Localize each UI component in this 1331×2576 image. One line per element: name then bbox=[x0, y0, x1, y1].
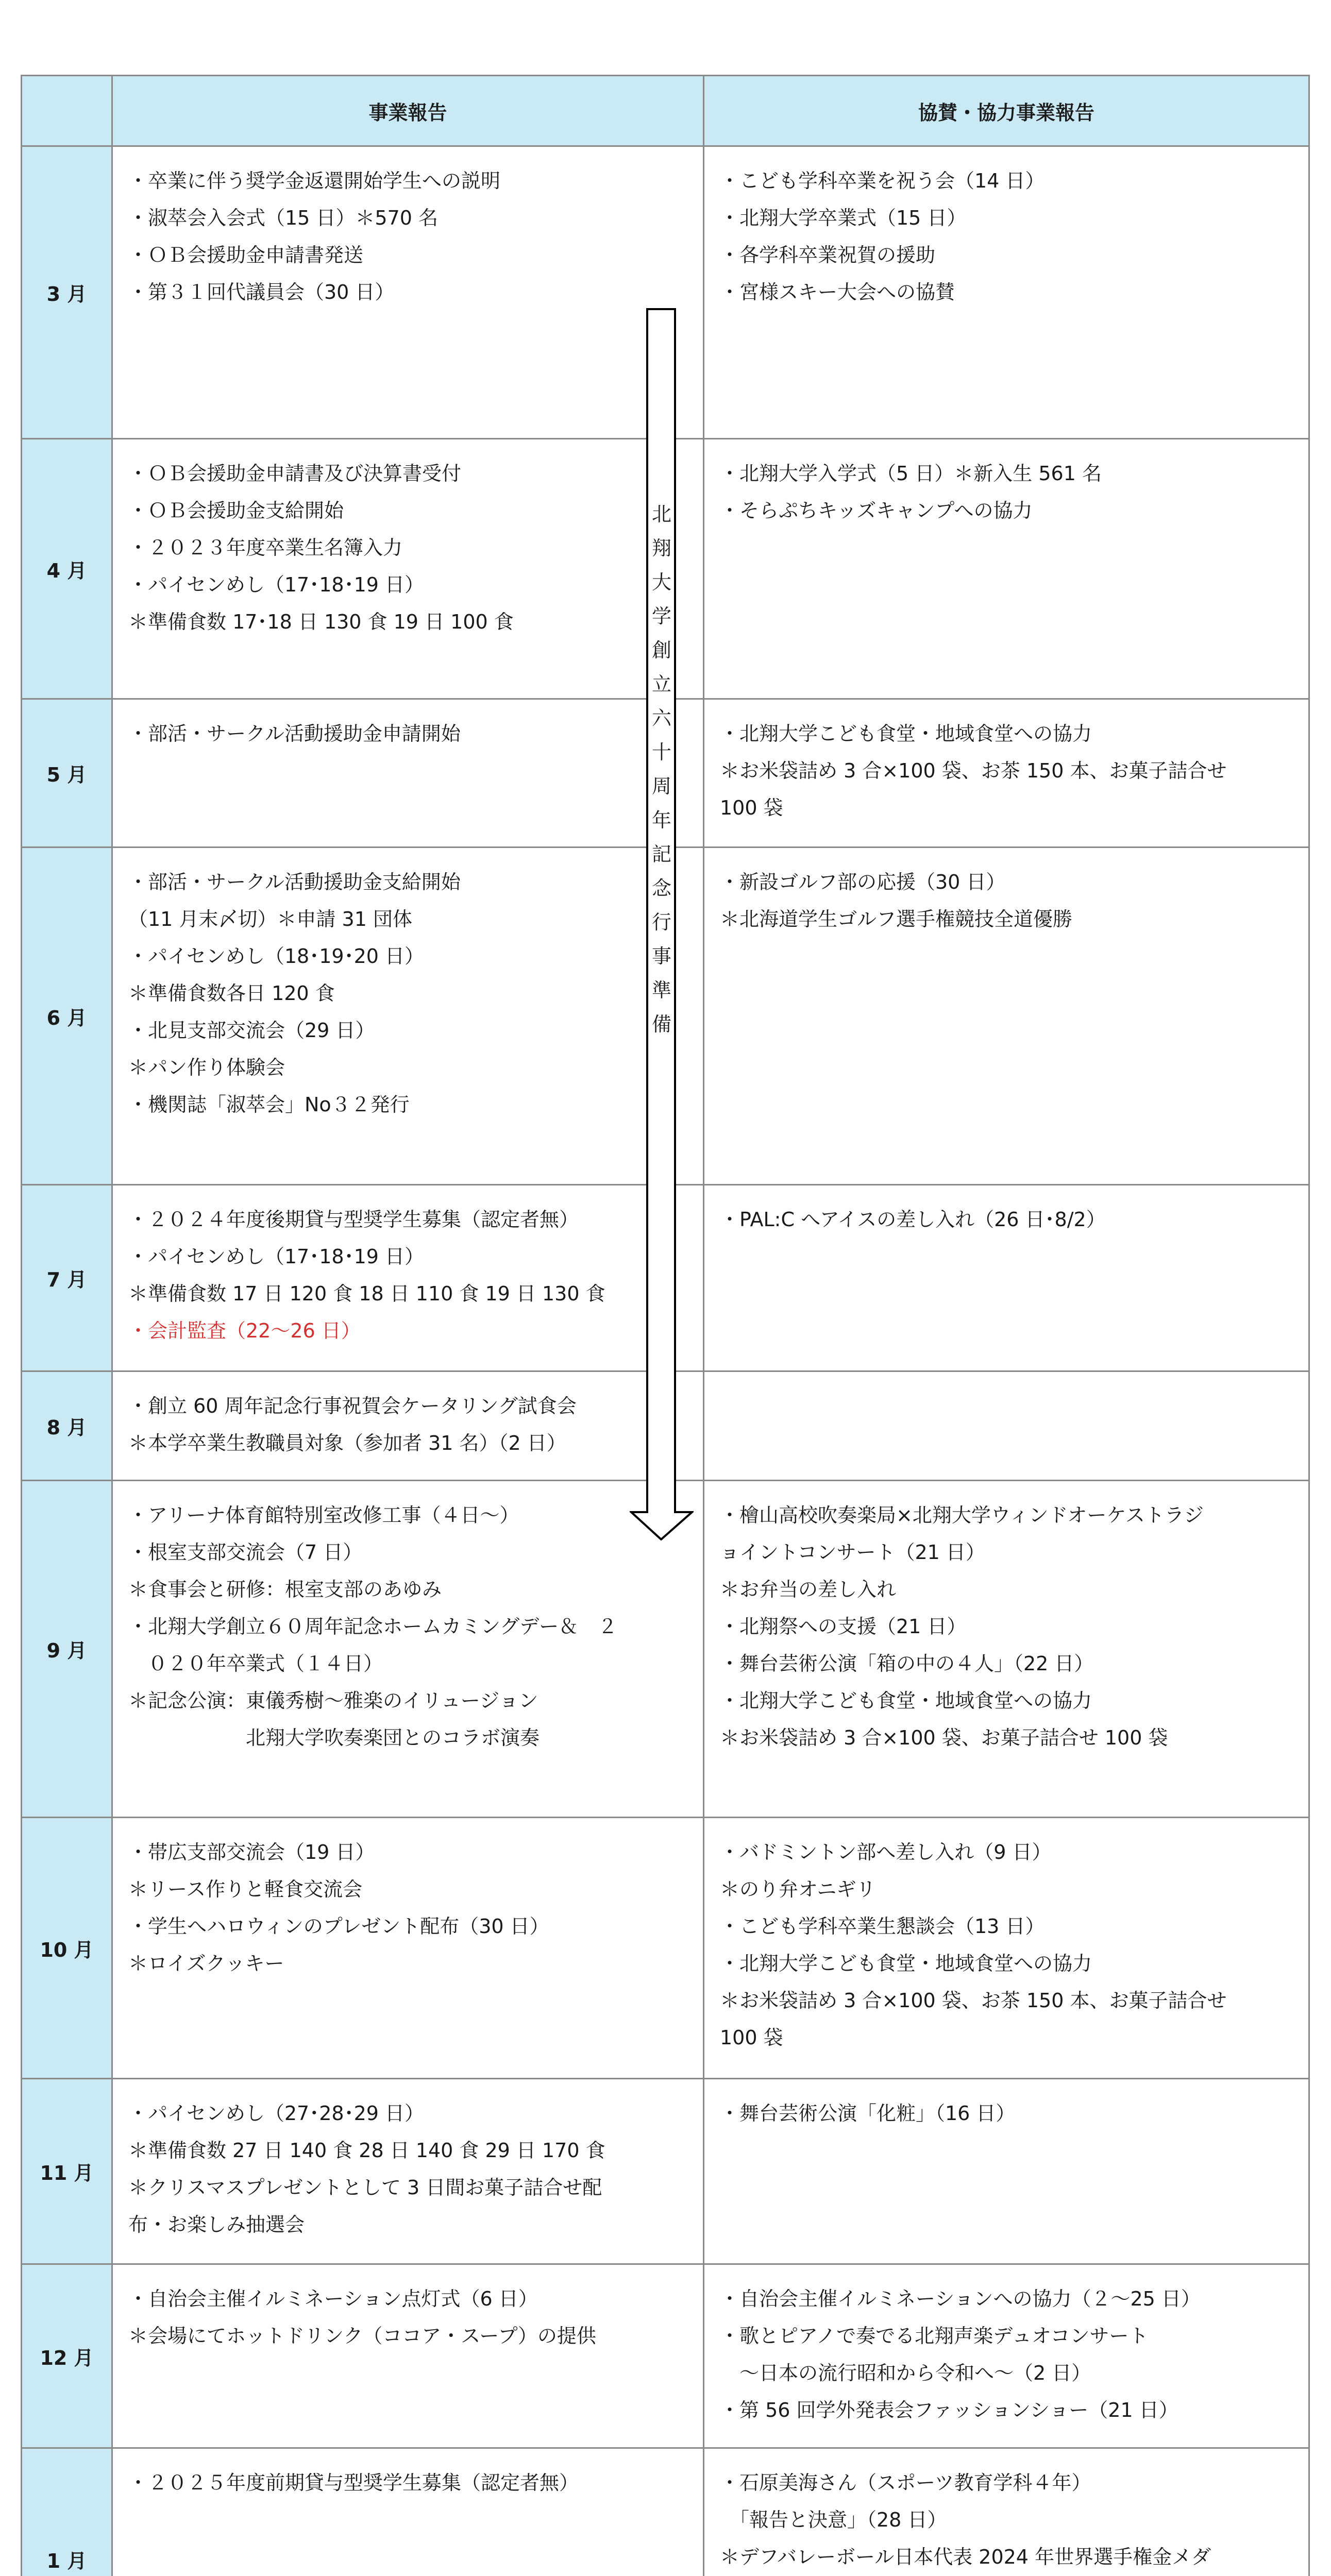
report-item: ＊ロイズクッキー bbox=[128, 1952, 284, 1975]
report-item: ・卒業に伴う奨学金返還開始学生への説明 bbox=[128, 170, 501, 192]
anniversary-preparation-label: 北 翔 大 学 創 立 六 十 周 年 記 念 行 事 準 備 bbox=[651, 503, 671, 1036]
report-item: ＊本学卒業生教職員対象（参加者 31 名）（2 日） bbox=[128, 1432, 566, 1454]
report-item: ＊準備食数 17 日 120 食 18 日 110 食 19 日 130 食 bbox=[128, 1282, 605, 1305]
report-item: ・北翔祭への支援（21 日） bbox=[720, 1615, 967, 1638]
report-item: ・ＯＢ会援助金支給開始 bbox=[128, 499, 344, 522]
report-item: ＊お米袋詰め 3 合×100 袋、お菓子詰合せ 100 袋 bbox=[720, 1726, 1168, 1749]
report-item: ＊記念公演：東儀秀樹〜雅楽のイリュージョン bbox=[128, 1689, 538, 1712]
business-report-cell bbox=[112, 2079, 704, 2264]
report-item: 100 袋 bbox=[720, 796, 783, 819]
report-item: ・第 56 回学外発表会ファッションショー（21 日） bbox=[720, 2399, 1178, 2421]
report-item: ・パイセンめし（17･18･19 日） bbox=[128, 573, 425, 596]
sponsorship-report-cell bbox=[704, 848, 1309, 1185]
report-item: ・北翔大学入学式（5 日）＊新入生 561 名 bbox=[720, 462, 1102, 485]
report-item: ・部活・サークル活動援助金支給開始 bbox=[128, 871, 461, 893]
report-item: 布・お楽しみ抽選会 bbox=[128, 2213, 305, 2236]
business-report-cell bbox=[112, 1818, 704, 2079]
report-item: ・北翔大学創立６０周年記念ホームカミングデー＆ ２ bbox=[128, 1615, 618, 1638]
month-label: 3 月 bbox=[22, 146, 112, 439]
report-item: ＊お米袋詰め 3 合×100 袋、お茶 150 本、お菓子詰合せ bbox=[720, 759, 1227, 782]
report-item: ＊お米袋詰め 3 合×100 袋、お茶 150 本、お菓子詰合せ bbox=[720, 1989, 1227, 2012]
report-item: ・アリーナ体育館特別室改修工事（４日〜） bbox=[128, 1504, 519, 1527]
report-item: ・自治会主催イルミネーション点灯式（6 日） bbox=[128, 2287, 538, 2310]
report-item: ・帯広支部交流会（19 日） bbox=[128, 1841, 375, 1863]
report-item: ・２０２４年度後期貸与型奨学生募集（認定者無） bbox=[128, 1208, 579, 1231]
business-report-cell bbox=[112, 1481, 704, 1818]
report-item: ・バドミントン部へ差し入れ（9 日） bbox=[720, 1841, 1052, 1863]
table-row bbox=[22, 1818, 1309, 2079]
month-label: 4 月 bbox=[22, 439, 112, 699]
report-item: 100 袋 bbox=[720, 2026, 783, 2049]
report-item: ・２０２３年度卒業生名簿入力 bbox=[128, 536, 403, 559]
report-item: ＊リース作りと軽食交流会 bbox=[128, 1878, 363, 1901]
month-label: 8 月 bbox=[22, 1371, 112, 1481]
report-item: ・淑萃会入会式（15 日）＊570 名 bbox=[128, 207, 439, 229]
report-item: ョイントコンサート（21 日） bbox=[720, 1541, 985, 1564]
report-item: ・檜山高校吹奏楽局×北翔大学ウィンドオーケストラジ bbox=[720, 1504, 1204, 1527]
report-item: （11 月末〆切）＊申請 31 団体 bbox=[128, 908, 412, 930]
header-business-report: 事業報告 bbox=[112, 76, 704, 146]
report-item: ＊クリスマスプレゼントとして 3 日間お菓子詰合せ配 bbox=[128, 2176, 602, 2199]
month-label: 5 月 bbox=[22, 699, 112, 848]
sponsorship-report-cell bbox=[704, 1371, 1309, 1481]
month-label: 10 月 bbox=[22, 1818, 112, 2079]
table-row bbox=[22, 2264, 1309, 2448]
report-item: ・舞台芸術公演「化粧」（16 日） bbox=[720, 2102, 1016, 2125]
report-item: ・宮様スキー大会への協賛 bbox=[720, 281, 955, 303]
report-item: 〜日本の流行昭和から令和へ〜（2 日） bbox=[720, 2362, 1091, 2384]
report-item: ・石原美海さん（スポーツ教育学科４年） bbox=[720, 2471, 1091, 2494]
report-item: ・会計監査（22〜26 日） bbox=[128, 1319, 361, 1342]
report-item: ・創立 60 周年記念行事祝賀会ケータリング試食会 bbox=[128, 1395, 577, 1417]
month-label: 12 月 bbox=[22, 2264, 112, 2448]
month-label: 9 月 bbox=[22, 1481, 112, 1818]
report-item: ・２０２５年度前期貸与型奨学生募集（認定者無） bbox=[128, 2471, 579, 2494]
sponsorship-report-cell bbox=[704, 699, 1309, 848]
report-item: ・根室支部交流会（7 日） bbox=[128, 1541, 363, 1564]
month-label: 11 月 bbox=[22, 2079, 112, 2264]
report-item: ＊準備食数各日 120 食 bbox=[128, 982, 335, 1005]
sponsorship-report-cell bbox=[704, 2264, 1309, 2448]
report-item: ・パイセンめし（27･28･29 日） bbox=[128, 2102, 425, 2125]
sponsorship-report-cell bbox=[704, 1818, 1309, 2079]
report-item: ・北見支部交流会（29 日） bbox=[128, 1019, 375, 1042]
report-item: ・自治会主催イルミネーションへの協力（２〜25 日） bbox=[720, 2287, 1201, 2310]
report-item: ・部活・サークル活動援助金申請開始 bbox=[128, 722, 461, 745]
sponsorship-report-cell bbox=[704, 1185, 1309, 1371]
report-item: ０２０年卒業式（１４日） bbox=[128, 1652, 383, 1675]
report-item: ・北翔大学こども食堂・地域食堂への協力 bbox=[720, 1952, 1092, 1975]
sponsorship-report-cell bbox=[704, 2448, 1309, 2576]
report-item: ・こども学科卒業生懇談会（13 日） bbox=[720, 1915, 1045, 1938]
report-item: ・第３１回代議員会（30 日） bbox=[128, 281, 395, 303]
business-report-cell bbox=[112, 2448, 704, 2576]
report-item: ＊パン作り体験会 bbox=[128, 1056, 285, 1079]
report-item: ・各学科卒業祝賀の援助 bbox=[720, 244, 936, 266]
table-row bbox=[22, 2079, 1309, 2264]
month-label: 6 月 bbox=[22, 848, 112, 1185]
sponsorship-report-cell bbox=[704, 2079, 1309, 2264]
business-report-cell bbox=[112, 439, 704, 699]
report-item: ・北翔大学卒業式（15 日） bbox=[720, 207, 967, 229]
report-item: ＊準備食数 27 日 140 食 28 日 140 食 29 日 170 食 bbox=[128, 2139, 605, 2162]
report-item: ＊お弁当の差し入れ bbox=[720, 1578, 897, 1601]
sponsorship-report-cell bbox=[704, 1481, 1309, 1818]
header-corner bbox=[22, 76, 112, 146]
business-report-cell bbox=[112, 848, 704, 1185]
sponsorship-report-cell bbox=[704, 439, 1309, 699]
business-report-cell bbox=[112, 2264, 704, 2448]
report-item: ・ＯＢ会援助金申請書及び決算書受付 bbox=[128, 462, 462, 485]
report-item: ＊のり弁オニギリ bbox=[720, 1878, 876, 1901]
sponsorship-report-cell bbox=[704, 146, 1309, 439]
report-item: ・そらぷちキッズキャンプへの協力 bbox=[720, 499, 1033, 522]
report-item: ＊デフバレーボール日本代表 2024 年世界選手権金メダ bbox=[720, 2546, 1211, 2568]
month-label: 7 月 bbox=[22, 1185, 112, 1371]
business-report-cell bbox=[112, 146, 704, 439]
report-item: ・舞台芸術公演「箱の中の４人」（22 日） bbox=[720, 1652, 1094, 1675]
report-item: ・新設ゴルフ部の応援（30 日） bbox=[720, 871, 1006, 893]
report-item: ・PAL:C へアイスの差し入れ（26 日･8/2） bbox=[720, 1208, 1106, 1231]
report-item: ＊準備食数 17･18 日 130 食 19 日 100 食 bbox=[128, 611, 514, 633]
header-sponsorship-report: 協賛・協力事業報告 bbox=[704, 76, 1309, 146]
report-item: ・こども学科卒業を祝う会（14 日） bbox=[720, 170, 1045, 192]
report-item: ・北翔大学こども食堂・地域食堂への協力 bbox=[720, 722, 1092, 745]
report-item: ・歌とピアノで奏でる北翔声楽デュオコンサート bbox=[720, 2325, 1149, 2347]
report-item: ・機関誌「淑萃会」No３２発行 bbox=[128, 1093, 410, 1116]
report-item: 北翔大学吹奏楽団とのコラボ演奏 bbox=[128, 1726, 540, 1749]
month-label: 1 月 bbox=[22, 2448, 112, 2576]
business-report-cell bbox=[112, 699, 704, 848]
report-item: ・パイセンめし（17･18･19 日） bbox=[128, 1245, 425, 1268]
report-item: 「報告と決意」（28 日） bbox=[720, 2509, 947, 2531]
report-item: ＊会場にてホットドリンク（ココア・スープ）の提供 bbox=[128, 2325, 596, 2347]
report-item: ・ＯＢ会援助金申請書発送 bbox=[128, 244, 364, 266]
report-item: ・学生へハロウィンのプレゼント配布（30 日） bbox=[128, 1915, 549, 1938]
report-item: ＊北海道学生ゴルフ選手権競技全道優勝 bbox=[720, 908, 1073, 930]
business-report-cell bbox=[112, 1185, 704, 1371]
report-item: ・パイセンめし（18･19･20 日） bbox=[128, 945, 425, 968]
business-report-cell bbox=[112, 1371, 704, 1481]
header-row bbox=[22, 76, 1309, 146]
report-item: ＊食事会と研修：根室支部のあゆみ bbox=[128, 1578, 442, 1601]
report-item: ・北翔大学こども食堂・地域食堂への協力 bbox=[720, 1689, 1092, 1712]
table-row bbox=[22, 2448, 1309, 2576]
